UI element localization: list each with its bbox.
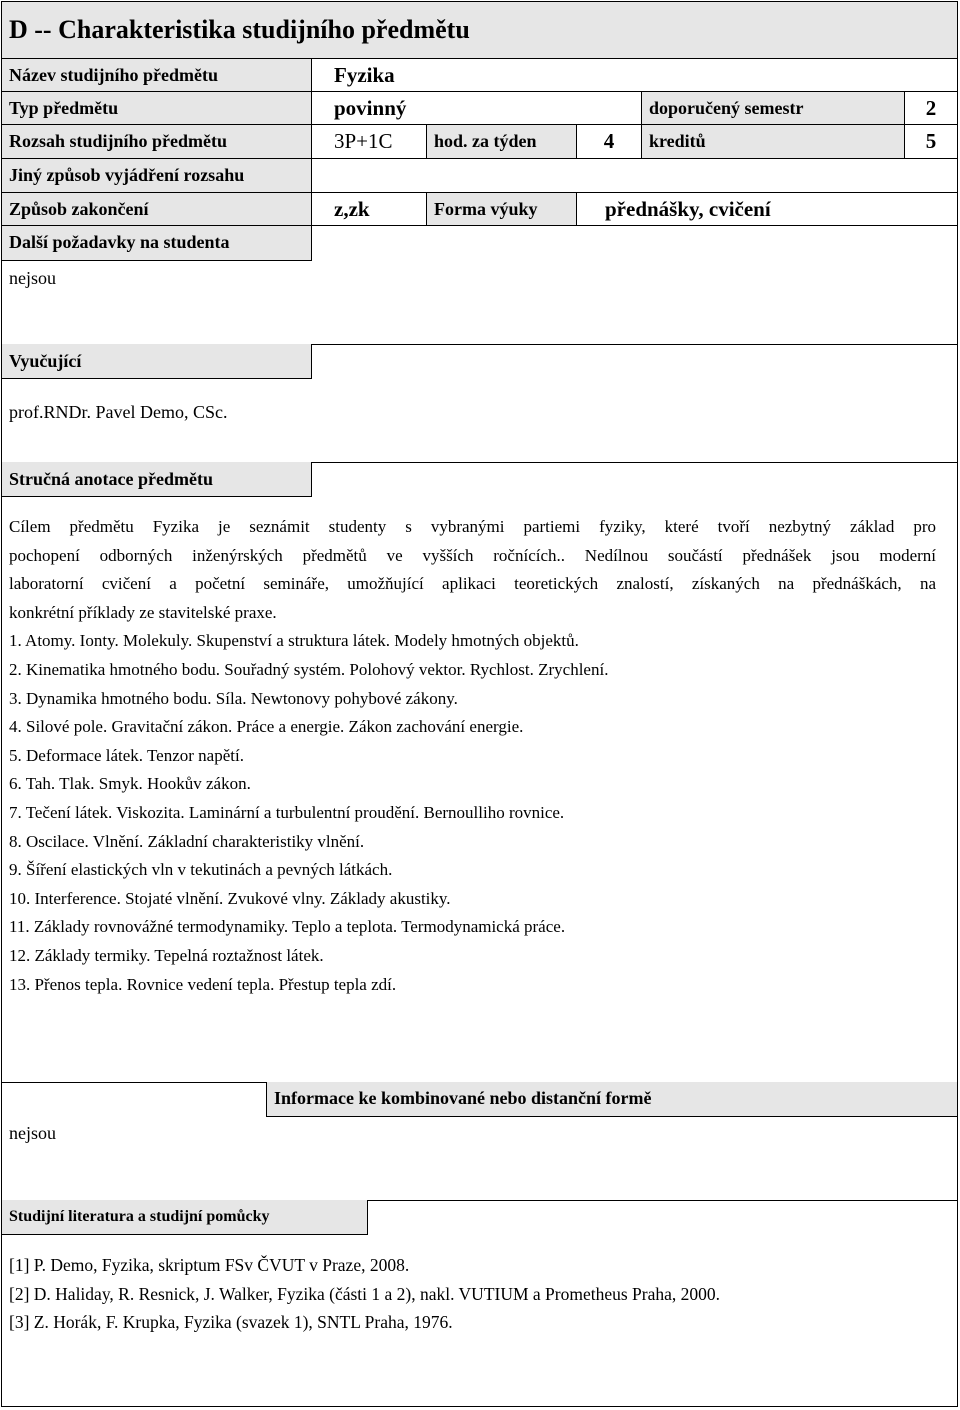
semester-label: doporučený semestr <box>642 92 905 125</box>
topic-item: 11. Základy rovnovážné termodynamiky. Teplo a teplota. Termodynamická práce. <box>9 917 566 937</box>
topic-item: 4. Silové pole. Gravitační zákon. Práce a energie. Zákon zachování energie. <box>9 717 524 737</box>
teachers-label: Vyučující <box>2 344 312 379</box>
distance-label: Informace ke kombinované nebo distanční formě <box>266 1082 957 1117</box>
topic-item: 2. Kinematika hmotného bodu. Souřadný systém. Polohový vektor. Rychlost. Zrychlení. <box>9 659 609 679</box>
subject-name-value: Fyzika <box>334 63 395 87</box>
teaching-form-value: přednášky, cvičení <box>577 193 957 226</box>
literature-label: Studijní literatura a studijní pomůcky <box>2 1200 368 1235</box>
teaching-form-label: Forma výuky <box>427 193 577 226</box>
credits-label: kreditů <box>642 125 905 159</box>
topic-item: 7. Tečení látek. Viskozita. Laminární a turbulentní proudění. Bernoulliho rovnice. <box>9 802 565 822</box>
annotation-paragraph-line: Cílem předmětu Fyzika je seznámit studenty s vybranými partiemi fyziky, které tvoří nezbytný základ pro <box>9 517 936 536</box>
scope-value: 3P+1C <box>312 125 427 159</box>
subject-type-label: Typ předmětu <box>2 92 312 125</box>
completion-label: Způsob zakončení <box>2 193 312 226</box>
topic-item: 3. Dynamika hmotného bodu. Síla. Newtonovy pohybové zákony. <box>9 688 458 708</box>
annotation-paragraph-line: pochopení odborných inženýrských předmětů ve vyšších ročnících.. Nedílnou součástí přednášek jsou moderní <box>9 545 936 565</box>
topic-item: 6. Tah. Tlak. Smyk. Hookův zákon. <box>9 774 251 794</box>
semester-value: 2 <box>905 92 957 125</box>
topic-item: 1. Atomy. Ionty. Molekuly. Skupenství a struktura látek. Modely hmotných objektů. <box>9 631 579 651</box>
other-scope-label: Jiný způsob vyjádření rozsahu <box>2 159 312 193</box>
topic-item: 13. Přenos tepla. Rovnice vedení tepla. Přestup tepla zdí. <box>9 974 397 994</box>
requirements-label: Další požadavky na studenta <box>2 226 312 261</box>
subject-name-cell <box>312 59 957 92</box>
scope-label: Rozsah studijního předmětu <box>2 125 312 159</box>
topic-item: 10. Interference. Stojaté vlnění. Zvukové vlny. Základy akustiky. <box>9 888 451 908</box>
subject-type-value: povinný <box>334 96 407 120</box>
other-scope-value <box>312 159 957 193</box>
literature-item: [2] D. Haliday, R. Resnick, J. Walker, Fyzika (části 1 a 2), nakl. VUTIUM a Prometheus Praha, 2000. <box>9 1283 721 1304</box>
literature-list <box>9 1251 936 1337</box>
subject-name-label: Název studijního předmětu <box>2 59 312 92</box>
credits-value: 5 <box>905 125 957 159</box>
hours-label: hod. za týden <box>427 125 577 159</box>
literature-item: [3] Z. Horák, F. Krupka, Fyzika (svazek 1), SNTL Praha, 1976. <box>9 1312 453 1333</box>
hours-value: 4 <box>577 125 642 159</box>
page-title: D -- Charakteristika studijního předmětu <box>2 2 957 59</box>
literature-item: [1] P. Demo, Fyzika, skriptum FSv ČVUT v Praze, 2008. <box>9 1255 410 1275</box>
annotation-paragraph-line: konkrétní příklady ze stavitelské praxe. <box>9 602 277 622</box>
requirements-value: nejsou <box>9 268 56 288</box>
topic-item: 8. Oscilace. Vlnění. Základní charakteristiky vlnění. <box>9 831 365 851</box>
completion-value: z,zk <box>312 193 427 226</box>
teachers-value: prof.RNDr. Pavel Demo, CSc. <box>9 402 228 422</box>
annotation-label: Stručná anotace předmětu <box>2 462 312 497</box>
topic-item: 9. Šíření elastických vln v tekutinách a pevných látkách. <box>9 860 393 880</box>
topic-item: 12. Základy termiky. Tepelná roztažnost látek. <box>9 945 324 965</box>
topic-item: 5. Deformace látek. Tenzor napětí. <box>9 745 244 765</box>
annotation-body <box>9 513 936 999</box>
subject-type-cell <box>312 92 642 125</box>
annotation-paragraph-line: laboratorní cvičení a početní semináře, umožňující aplikaci teoretických znalostí, získaných na přednáškách, na <box>9 574 936 594</box>
distance-value: nejsou <box>9 1123 56 1143</box>
